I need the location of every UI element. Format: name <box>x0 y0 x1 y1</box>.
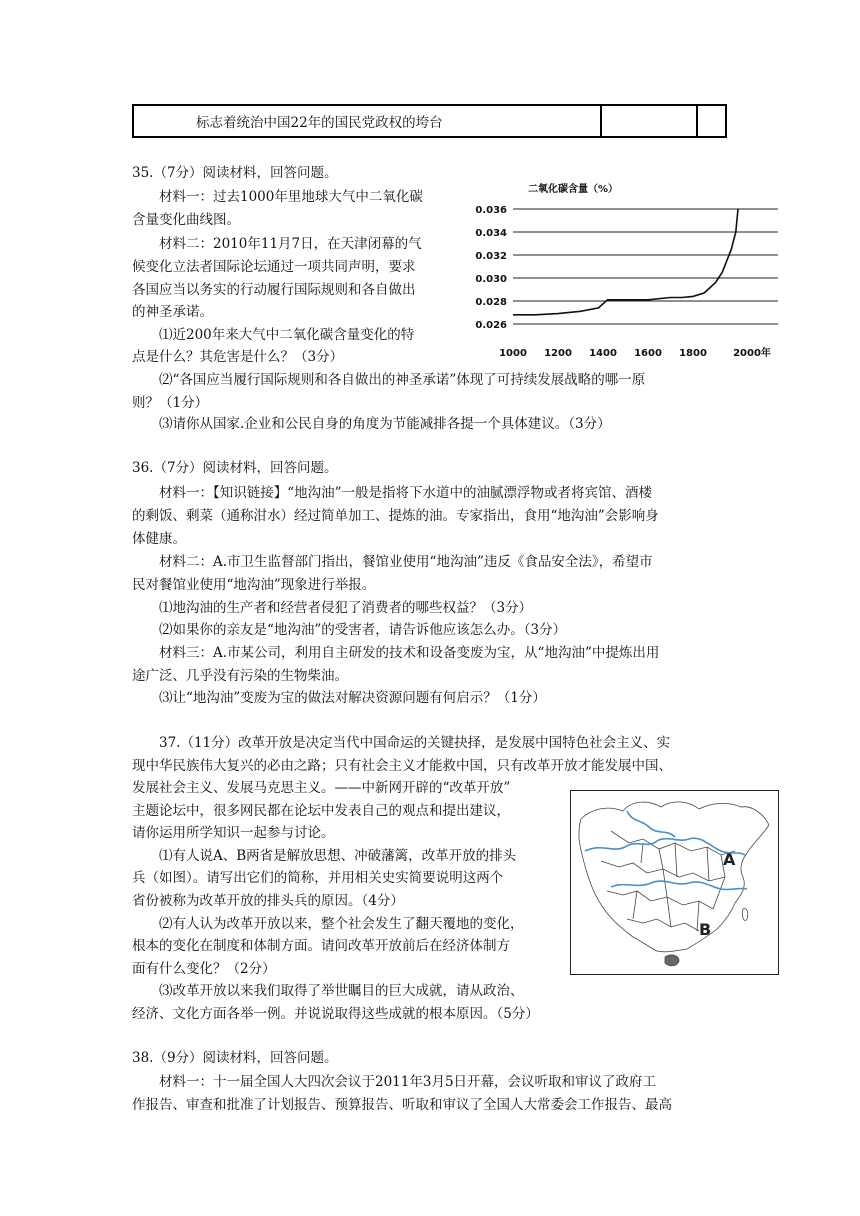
x-tick-label: 1800 <box>679 348 707 359</box>
co2-chart <box>468 176 788 362</box>
q35-header: 35.（7分）阅读材料，回答问题。 <box>132 165 338 181</box>
q38-material1: 作报告、审查和批准了计划报告、预算报告、听取和审议了全国人大常委会工作报告、最高 <box>132 1097 672 1113</box>
q35-question2: ⑵“各国应当履行国际规则和各自做出的神圣承诺”体现了可持续发展战略的哪一原 <box>159 372 646 388</box>
q36-question2: ⑵如果你的亲友是“地沟油”的受害者，请告诉他应该怎么办。（3分） <box>159 622 567 638</box>
q37-question2: ⑵有人认为改革开放以来，整个社会发生了翻天覆地的变化， <box>159 916 524 932</box>
table-row <box>133 105 726 137</box>
x-tick-label: 1000 <box>499 348 527 359</box>
q35-question1: ⑴近200年来大气中二氧化碳含量变化的特 <box>159 327 415 343</box>
q35-material2: 各国应当以务实的行动履行国际规则和各自做出 <box>132 282 416 298</box>
q37-question3: ⑶改革开放以来我们取得了举世瞩目的巨大成就，请从政治、 <box>159 983 524 999</box>
table-cell-blank <box>697 105 726 137</box>
q35-question2: 则？（1分） <box>132 395 209 411</box>
q35-material2: 材料二：2010年11月7日，在天津闭幕的气 <box>159 236 422 252</box>
table-cell-event: 标志着统治中国22年的国民党政权的垮台 <box>133 105 601 137</box>
y-tick-label: 0.036 <box>475 205 507 216</box>
q35-question3: ⑶请你从国家.企业和公民自身的角度为节能减排各提一个具体建议。（3分） <box>159 416 611 432</box>
q36-material1: 材料一：【知识链接】“地沟油”一般是指将下水道中的油腻漂浮物或者将宾馆、酒楼 <box>159 485 653 501</box>
q36-material3: 材料三：A.市某公司，利用自主研发的技术和设备变废为宝，从“地沟油”中提炼出用 <box>159 645 660 661</box>
q37-intro: 37.（11分）改革开放是决定当代中国命运的关键抉择，是发展中国特色社会主义、实 <box>159 735 671 751</box>
q37-question1: ⑴有人说A、B两省是解放思想、冲破藩篱，改革开放的排头 <box>159 848 517 864</box>
y-tick-label: 0.034 <box>475 228 507 239</box>
q38-material1: 材料一：十一届全国人大四次会议于2011年3月5日开幕，会议听取和审议了政府工 <box>159 1074 657 1090</box>
y-tick-label: 0.030 <box>475 274 507 285</box>
y-tick-label: 0.028 <box>475 297 507 308</box>
answer-table <box>132 104 727 138</box>
q36-material3: 途广泛、几乎没有污染的生物柴油。 <box>132 668 348 684</box>
map-label-b: B <box>699 920 712 939</box>
q35-material1: 材料一：过去1000年里地球大气中二氧化碳 <box>159 189 423 205</box>
q37-question1: 兵（如图）。请写出它们的简称，并用相关史实简要说明这两个 <box>132 870 504 886</box>
q36-question1: ⑴地沟油的生产者和经营者侵犯了消费者的哪些权益？（3分） <box>159 600 533 616</box>
co2-chart-svg <box>468 176 788 362</box>
co2-series-line <box>513 209 738 315</box>
q35-question1: 点是什么？其危害是什么？（3分） <box>132 349 344 365</box>
china-map-figure <box>570 790 779 975</box>
chart-title: 二氧化碳含量（%） <box>528 184 619 195</box>
q36-material2: 材料二：A.市卫生监督部门指出，餐馆业使用“地沟油”违反《食品安全法》，希望市 <box>159 554 653 570</box>
q37-question2: 根本的变化在制度和体制方面。请问改革开放前后在经济体制方 <box>132 938 510 954</box>
q35-material2: 的神圣承诺。 <box>132 304 213 320</box>
q37-question3: 经济、文化方面各举一例。并说说取得这些成就的根本原因。（5分） <box>132 1006 539 1022</box>
q37-question2: 面有什么变化？（2分） <box>132 961 276 977</box>
y-tick-label: 0.026 <box>475 320 507 331</box>
table-cell-blank <box>601 105 697 137</box>
x-tick-label: 1400 <box>589 348 617 359</box>
q38-header: 38.（9分）阅读材料，回答问题。 <box>132 1050 338 1066</box>
x-tick-label: 1600 <box>634 348 662 359</box>
q36-material2: 民对餐馆业使用“地沟油”现象进行举报。 <box>132 577 376 593</box>
q37-intro: 发展社会主义、发展马克思主义。——中新网开辟的“改革开放” <box>132 780 511 796</box>
q36-material1: 体健康。 <box>132 531 186 547</box>
x-tick-label: 2000年 <box>733 348 771 359</box>
y-tick-label: 0.032 <box>475 251 507 262</box>
q36-question3: ⑶让“地沟油”变废为宝的做法对解决资源问题有何启示？（1分） <box>159 690 546 706</box>
q37-question1: 省份被称为改革开放的排头兵的原因。（4分） <box>132 893 404 909</box>
x-tick-label: 1200 <box>544 348 572 359</box>
q36-header: 36.（7分）阅读材料，回答问题。 <box>132 460 338 476</box>
china-map-svg <box>571 791 778 974</box>
q37-intro: 主题论坛中，很多网民都在论坛中发表自己的观点和提出建议， <box>132 803 510 819</box>
map-label-a: A <box>723 850 736 869</box>
q36-material1: 的剩饭、剩菜（通称泔水）经过简单加工、提炼的油。专家指出，食用“地沟油”会影响身 <box>132 508 659 524</box>
q35-material1: 含量变化曲线图。 <box>132 212 240 228</box>
q37-intro: 请你运用所学知识一起参与讨论。 <box>132 825 335 841</box>
q37-intro: 现中华民族伟大复兴的必由之路；只有社会主义才能救中国，只有改革开放才能发展中国、 <box>132 758 672 774</box>
q35-material2: 候变化立法者国际论坛通过一项共同声明，要求 <box>132 259 416 275</box>
